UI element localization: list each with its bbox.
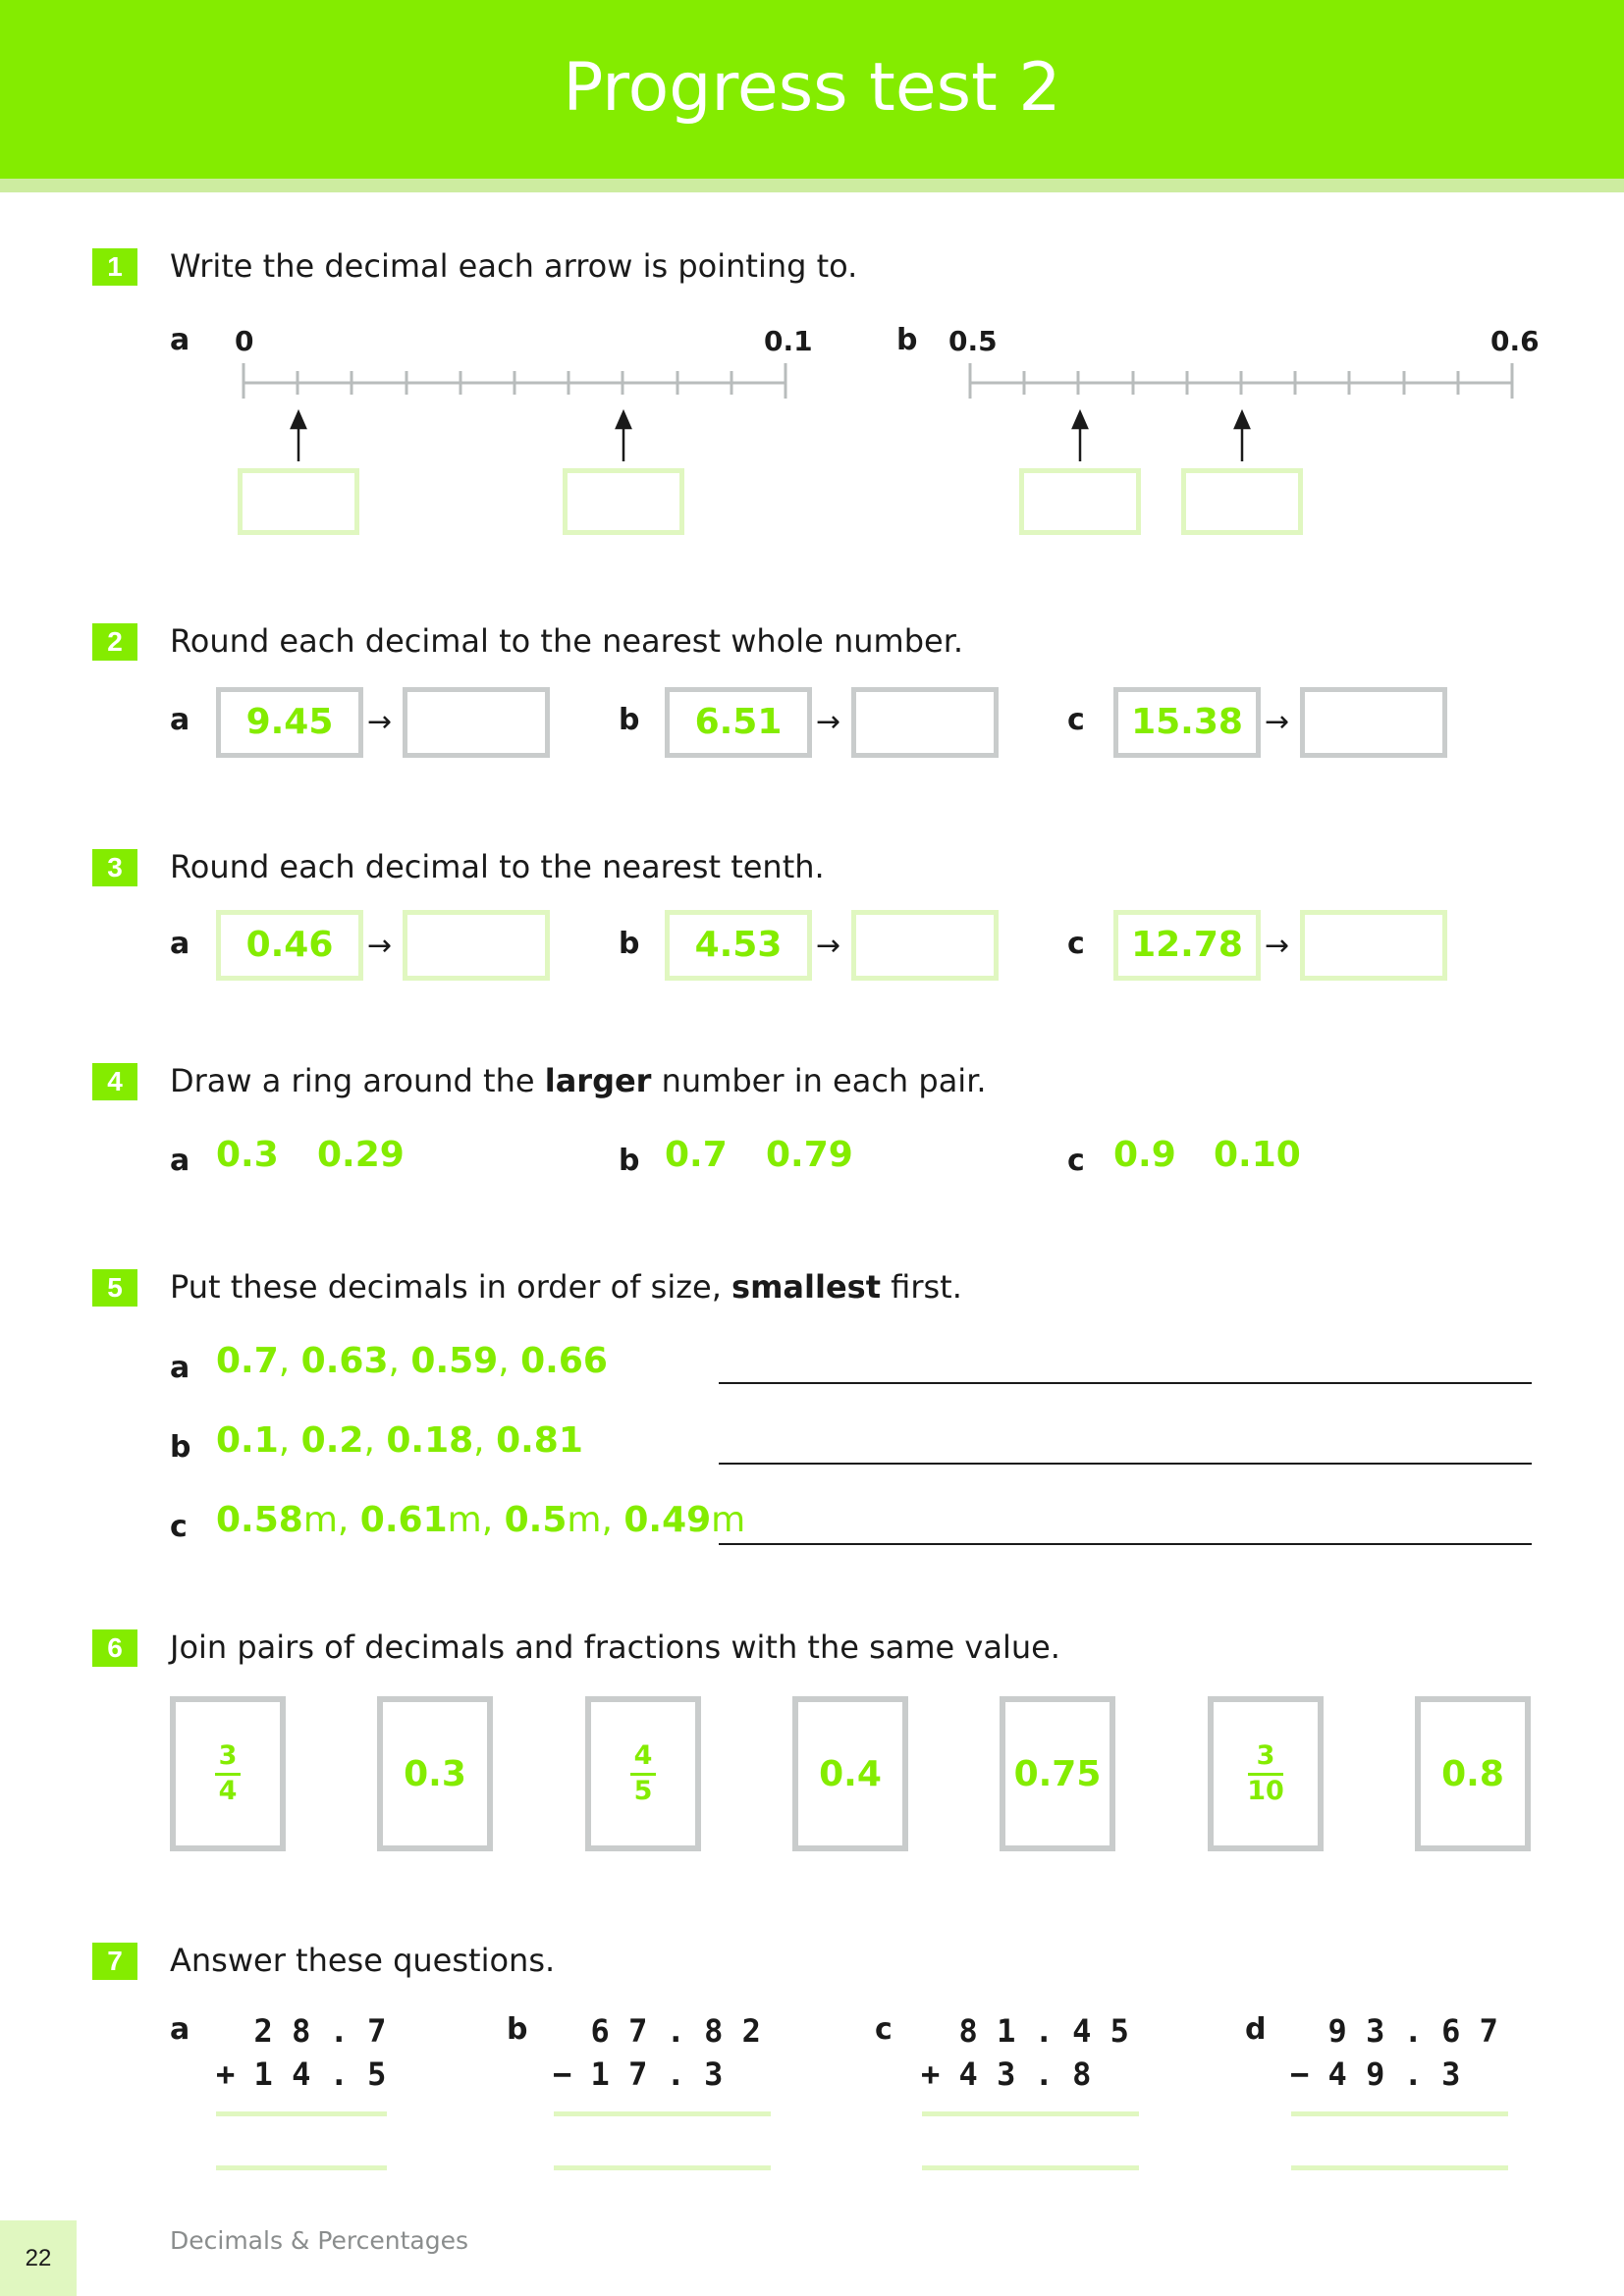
- q1a-start-label: 0: [235, 325, 254, 357]
- q4b-first-number[interactable]: 0.7: [665, 1135, 728, 1175]
- q7d-top-number: 9 3 . 6 7: [1290, 2012, 1498, 2050]
- q2c-decimal: 15.38: [1113, 687, 1261, 758]
- question-number-2: 2: [92, 623, 137, 661]
- fraction-card-three-quarters[interactable]: [170, 1696, 286, 1851]
- q5-part-b-label: b: [170, 1430, 191, 1465]
- fraction-3-4: $\frac{3}{4}$: [215, 1742, 241, 1805]
- q7b-answer-line-2[interactable]: [554, 2165, 771, 2170]
- q4-part-c-label: c: [1067, 1144, 1085, 1178]
- pointer-arrows: [292, 412, 1249, 461]
- page-number: 22: [0, 2220, 77, 2296]
- q7b-bottom-number: − 1 7 . 3: [553, 2056, 724, 2093]
- q2a-answer-box[interactable]: [403, 687, 550, 758]
- q1a-end-label: 0.1: [764, 325, 813, 357]
- q7-part-a-label: a: [170, 2012, 190, 2047]
- fraction-4-5: $\frac{4}{5}$: [630, 1742, 656, 1805]
- q3b-decimal: 4.53: [665, 910, 812, 981]
- q3c-answer-box[interactable]: [1300, 910, 1447, 981]
- q7a-top-number: 2 8 . 7: [216, 2012, 387, 2050]
- q3a-decimal: 0.46: [216, 910, 363, 981]
- fraction-card-three-tenths[interactable]: [1208, 1696, 1324, 1851]
- q5-part-a-label: a: [170, 1351, 190, 1385]
- question-7-text: Answer these questions.: [170, 1942, 556, 1979]
- q4c-second-number[interactable]: 0.10: [1214, 1135, 1301, 1175]
- question-number-6: 6: [92, 1629, 137, 1667]
- q5c-answer-line[interactable]: [719, 1543, 1532, 1545]
- question-1-text: Write the decimal each arrow is pointing to.: [170, 247, 858, 285]
- question-number-3: 3: [92, 849, 137, 886]
- question-2-text: Round each decimal to the nearest whole number.: [170, 622, 964, 660]
- q2b-answer-box[interactable]: [851, 687, 999, 758]
- decimal-card-0-75[interactable]: 0.75: [1000, 1696, 1115, 1851]
- q7-part-d-label: d: [1245, 2012, 1267, 2047]
- q1b-start-label: 0.5: [948, 325, 998, 357]
- question-3-text: Round each decimal to the nearest tenth.: [170, 848, 825, 885]
- q3c-decimal: 12.78: [1113, 910, 1261, 981]
- q5a-decimals: 0.7, 0.63, 0.59, 0.66: [216, 1341, 608, 1381]
- q7a-answer-line-2[interactable]: [216, 2165, 387, 2170]
- q1b-end-label: 0.6: [1490, 325, 1540, 357]
- q7d-answer-line-1[interactable]: [1291, 2111, 1508, 2116]
- number-line-b: [970, 363, 1512, 399]
- fraction-card-four-fifths[interactable]: [585, 1696, 701, 1851]
- question-6-text: Join pairs of decimals and fractions with the same value.: [170, 1629, 1060, 1666]
- q3a-answer-box[interactable]: [403, 910, 550, 981]
- question-number-7: 7: [92, 1943, 137, 1980]
- q1b-answer-box-1[interactable]: [1019, 468, 1141, 535]
- q5a-answer-line[interactable]: [719, 1382, 1532, 1384]
- q3c-arrow: →: [1265, 929, 1290, 963]
- q7b-answer-line-1[interactable]: [554, 2111, 771, 2116]
- q3-part-c-label: c: [1067, 927, 1085, 961]
- q7d-answer-line-2[interactable]: [1291, 2165, 1508, 2170]
- q7-part-c-label: c: [875, 2012, 893, 2047]
- q2-part-c-label: c: [1067, 703, 1085, 737]
- q1-part-b-label: b: [896, 323, 918, 357]
- decimal-card-0-4[interactable]: 0.4: [792, 1696, 908, 1851]
- q2a-arrow: →: [367, 705, 393, 739]
- book-title: Decimals & Percentages: [170, 2226, 469, 2255]
- q7c-answer-line-2[interactable]: [922, 2165, 1139, 2170]
- q2b-decimal: 6.51: [665, 687, 812, 758]
- q1b-answer-box-2[interactable]: [1181, 468, 1303, 535]
- q7c-bottom-number: + 4 3 . 8: [921, 2056, 1092, 2093]
- number-line-a: [244, 363, 785, 399]
- q1-number-lines: [0, 353, 1624, 461]
- q4-part-b-label: b: [619, 1144, 640, 1178]
- q1-part-a-label: a: [170, 323, 190, 357]
- q2-part-b-label: b: [619, 703, 640, 737]
- question-number-1: 1: [92, 248, 137, 286]
- q7a-answer-line-1[interactable]: [216, 2111, 387, 2116]
- q4b-second-number[interactable]: 0.79: [766, 1135, 853, 1175]
- q2c-arrow: →: [1265, 705, 1290, 739]
- q5-part-c-label: c: [170, 1510, 188, 1544]
- q3b-arrow: →: [816, 929, 841, 963]
- q7d-bottom-number: − 4 9 . 3: [1290, 2056, 1461, 2093]
- q4a-second-number[interactable]: 0.29: [317, 1135, 405, 1175]
- decimal-card-0-8[interactable]: 0.8: [1415, 1696, 1531, 1851]
- q3b-answer-box[interactable]: [851, 910, 999, 981]
- page-title: Progress test 2: [563, 49, 1061, 127]
- q2b-arrow: →: [816, 705, 841, 739]
- q4a-first-number[interactable]: 0.3: [216, 1135, 279, 1175]
- q5b-decimals: 0.1, 0.2, 0.18, 0.81: [216, 1420, 583, 1461]
- q3-part-b-label: b: [619, 927, 640, 961]
- q3-part-a-label: a: [170, 927, 190, 961]
- q7c-top-number: 8 1 . 4 5: [921, 2012, 1129, 2050]
- header-strip: [0, 179, 1624, 192]
- q2-part-a-label: a: [170, 703, 190, 737]
- q7b-top-number: 6 7 . 8 2: [553, 2012, 761, 2050]
- q4-part-a-label: a: [170, 1144, 190, 1178]
- q2a-decimal: 9.45: [216, 687, 363, 758]
- q2c-answer-box[interactable]: [1300, 687, 1447, 758]
- question-number-4: 4: [92, 1063, 137, 1100]
- decimal-card-0-3[interactable]: 0.3: [377, 1696, 493, 1851]
- q3a-arrow: →: [367, 929, 393, 963]
- question-4-text: Draw a ring around the larger number in each pair.: [170, 1062, 987, 1099]
- question-number-5: 5: [92, 1269, 137, 1307]
- q1a-answer-box-2[interactable]: [563, 468, 684, 535]
- q4c-first-number[interactable]: 0.9: [1113, 1135, 1176, 1175]
- q7-part-b-label: b: [507, 2012, 528, 2047]
- q7a-bottom-number: + 1 4 . 5: [216, 2056, 387, 2093]
- question-5-text: Put these decimals in order of size, smallest first.: [170, 1268, 962, 1306]
- q7c-answer-line-1[interactable]: [922, 2111, 1139, 2116]
- fraction-3-10: $\frac{3}{10}$: [1247, 1740, 1284, 1806]
- q1a-answer-box-1[interactable]: [238, 468, 359, 535]
- q5c-lengths: 0.58m, 0.61m, 0.5m, 0.49m: [216, 1500, 746, 1540]
- q5b-answer-line[interactable]: [719, 1463, 1532, 1465]
